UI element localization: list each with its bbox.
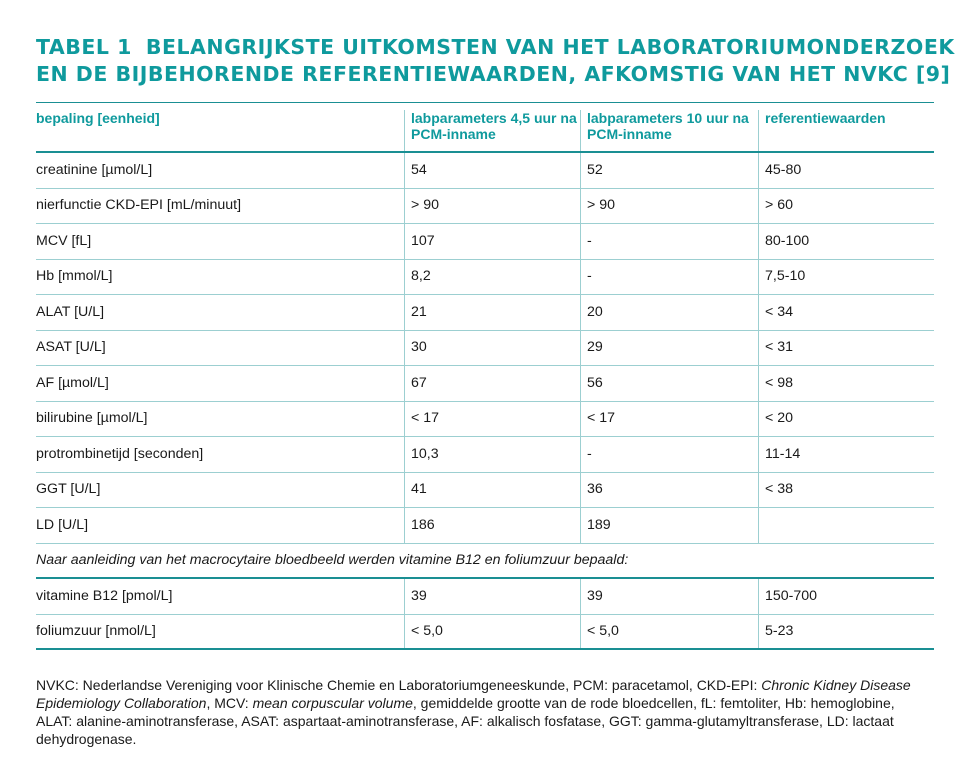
cell-bepaling: vitamine B12 [pmol/L] [36, 587, 173, 604]
table-row [36, 579, 934, 615]
table-row [36, 153, 934, 189]
table-row [36, 224, 934, 260]
table-title [36, 34, 955, 88]
footnote-emph-1: Chronic Kidney Disease Epidemiology Collaboration [36, 677, 911, 711]
table-row [36, 189, 934, 225]
footnote-emph-2: mean corpuscular volume [252, 695, 413, 711]
results-table [36, 102, 934, 650]
cell-bepaling: protrombinetijd [seconden] [36, 445, 204, 462]
header-10-uur: labparameters 10 uur na PCM-inname [580, 110, 758, 151]
cell-10-uur: < 17 [580, 402, 758, 437]
table-number: TABEL 1 [36, 35, 132, 59]
cell-10-uur: 189 [580, 508, 758, 543]
cell-bepaling: nierfunctie CKD-EPI [mL/minuut] [36, 197, 242, 214]
footnote [36, 676, 926, 748]
cell-10-uur: - [580, 224, 758, 259]
cell-referentiewaarde: < 38 [758, 473, 934, 508]
cell-referentiewaarde: < 20 [758, 402, 934, 437]
cell-10-uur: 36 [580, 473, 758, 508]
table-note: Naar aanleiding van het macrocytaire bloedbeeld werden vitamine B12 en foliumzuur bepaald: [36, 552, 629, 569]
title-text-1: BELANGRIJKSTE UITKOMSTEN VAN HET LABORATORIUMONDERZOEK [145, 35, 955, 59]
cell-bepaling: bilirubine [µmol/L] [36, 410, 148, 427]
table-row [36, 473, 934, 509]
title-line-2: EN DE BIJBEHORENDE REFERENTIEWAARDEN, AFKOMSTIG VAN HET NVKC [9] [36, 62, 951, 86]
cell-referentiewaarde: 45-80 [758, 153, 934, 188]
cell-10-uur: - [580, 260, 758, 295]
cell-referentiewaarde: 5-23 [758, 615, 934, 649]
cell-bepaling: Hb [mmol/L] [36, 268, 113, 285]
cell-bepaling: foliumzuur [nmol/L] [36, 622, 156, 639]
cell-4-5-uur: 10,3 [404, 437, 580, 472]
header-referentiewaarden: referentiewaarden [758, 110, 934, 151]
cell-4-5-uur: 39 [404, 579, 580, 614]
table-row [36, 437, 934, 473]
cell-bepaling: ASAT [U/L] [36, 339, 106, 356]
cell-10-uur: > 90 [580, 189, 758, 224]
cell-4-5-uur: 186 [404, 508, 580, 543]
cell-referentiewaarde: 150-700 [758, 579, 934, 614]
cell-bepaling: GGT [U/L] [36, 481, 101, 498]
cell-4-5-uur: 21 [404, 295, 580, 330]
cell-referentiewaarde: > 60 [758, 189, 934, 224]
cell-bepaling: AF [µmol/L] [36, 374, 109, 391]
cell-bepaling: ALAT [U/L] [36, 303, 105, 320]
footnote-part-1: NVKC: Nederlandse Vereniging voor Klinische Chemie en Laboratoriumgeneeskunde, PCM: paracetamol, CKD-EPI: [36, 677, 762, 693]
table-row [36, 295, 934, 331]
table-row [36, 508, 934, 544]
cell-4-5-uur: 54 [404, 153, 580, 188]
title-line-1 [36, 34, 955, 61]
table-body-2 [36, 579, 934, 650]
table-row [36, 402, 934, 438]
cell-referentiewaarde: 7,5-10 [758, 260, 934, 295]
table-row [36, 615, 934, 651]
cell-4-5-uur: 8,2 [404, 260, 580, 295]
cell-10-uur: 20 [580, 295, 758, 330]
cell-referentiewaarde: < 34 [758, 295, 934, 330]
cell-referentiewaarde: 80-100 [758, 224, 934, 259]
cell-4-5-uur: 67 [404, 366, 580, 401]
table-note-row [36, 544, 934, 580]
cell-10-uur: 39 [580, 579, 758, 614]
cell-10-uur: 52 [580, 153, 758, 188]
cell-4-5-uur: 107 [404, 224, 580, 259]
cell-10-uur: 29 [580, 331, 758, 366]
cell-10-uur: 56 [580, 366, 758, 401]
cell-bepaling: creatinine [µmol/L] [36, 161, 153, 178]
cell-4-5-uur: < 17 [404, 402, 580, 437]
cell-bepaling: MCV [fL] [36, 232, 92, 249]
cell-10-uur: < 5,0 [580, 615, 758, 649]
cell-referentiewaarde [758, 508, 934, 543]
footnote-part-2: , MCV: [206, 695, 253, 711]
cell-referentiewaarde: < 98 [758, 366, 934, 401]
cell-4-5-uur: 30 [404, 331, 580, 366]
cell-4-5-uur: < 5,0 [404, 615, 580, 649]
cell-10-uur: - [580, 437, 758, 472]
table-header-row [36, 103, 934, 153]
cell-referentiewaarde: < 31 [758, 331, 934, 366]
cell-4-5-uur: > 90 [404, 189, 580, 224]
footnote-part-3: , gemiddelde grootte van de rode bloedcellen, fL: femtoliter, Hb: hemoglobine, ALAT: alanine-aminotransferase, ASAT: aspartaat-aminotransferase, AF: alkalisch fosfatase, GGT: gamma-glutamyltransferase, LD: lactaat dehydrogenase. [36, 695, 895, 747]
table-body [36, 153, 934, 544]
cell-bepaling: LD [U/L] [36, 516, 89, 533]
table-row [36, 331, 934, 367]
header-bepaling: bepaling [eenheid] [36, 110, 160, 126]
cell-referentiewaarde: 11-14 [758, 437, 934, 472]
header-4-5-uur: labparameters 4,5 uur na PCM-inname [404, 110, 580, 151]
table-row [36, 366, 934, 402]
cell-4-5-uur: 41 [404, 473, 580, 508]
table-row [36, 260, 934, 296]
